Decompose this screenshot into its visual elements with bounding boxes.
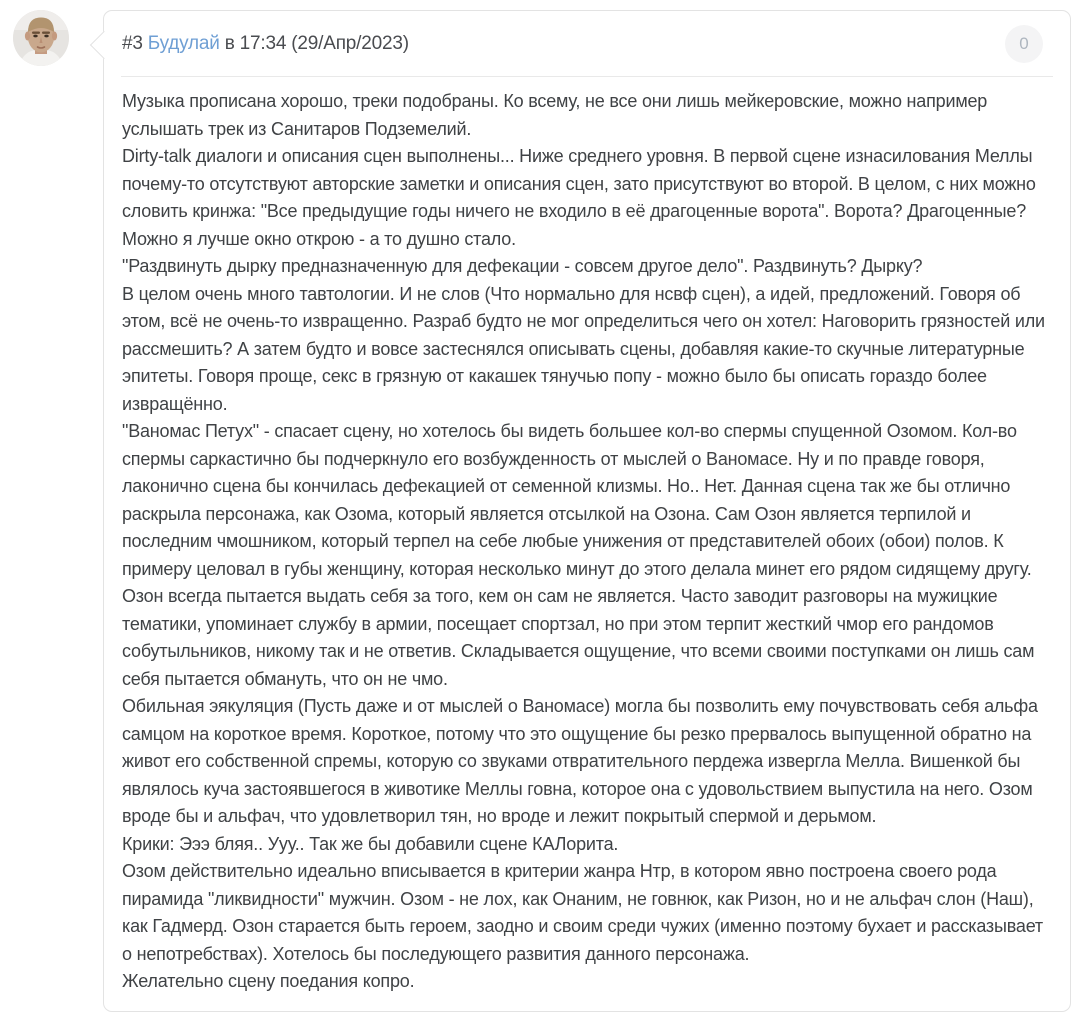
avatar-photo-icon <box>13 10 69 66</box>
post-number: #3 <box>122 32 143 54</box>
post-paragraph: В целом очень много тавтологии. И не слов (Что нормально для нсвф сцен), а идей, предложений. Говоря об этом, всё не очень-то извращенно. Разраб будто не мог определиться чего он хотел: Наговорить грязностей или рассмешить? А затем будто и вовсе застеснялся описывать сцены, добавляя какие-то скучные литературные эпитеты. Говоря проще, секс в грязную от какашек тянучью попу - можно было бы описать гораздо более извращённо. <box>122 283 1045 414</box>
post-paragraph: Dirty-talk диалоги и описания сцен выполнены... Ниже среднего уровня. В первой сцене изнасилования Меллы почему-то отсутствуют авторские заметки и описания сцен, зато присутствуют во второй. В целом, с них можно словить кринжа: "Все предыдущие годы ничего не входило в её драгоценные ворота". Ворота? Драгоценные? Можно я лучше окно открою - а то душно стало. <box>122 146 1036 249</box>
user-avatar[interactable] <box>13 10 69 66</box>
post-paragraph: Крики: Эээ бляя.. Ууу.. Так же бы добавили сцене КАЛорита. <box>122 833 619 854</box>
post-paragraph: Желательно сцену поедания копро. <box>122 971 415 991</box>
post-paragraph: "Ваномас Петух" - спасает сцену, но хотелось бы видеть большее кол-во спермы спущенной Озомом. Кол-во спермы саркастично бы подчеркнуло его возбужденность от мыслей о Ваномасе. Ну и по правде говоря, лаконично сцена бы кончилась дефекацией от семенной клизмы. Но.. Нет. Данная сцена так же бы отлично раскрыла персонажа, как Озома, который является отсылкой на Озона. Сам Озон является терпилой и последним чмошником, который терпел на себе любые унижения от представителей обоих (обои) полов. К примеру целовал в губы женщину, которая несколько минут до этого делала минет его рядом сидящему другу. Озон всегда пытается выдать себя за того, кем он сам не является. Часто заводит разговоры на мужицкие тематики, упоминает службу в армии, посещает спортзал, но при этом терпит жесткий чмор его рандомов собутыльников, никому так и не ответив. Складывается ощущение, что всеми своими поступками он лишь сам себя пытается обмануть, что он не чмо. <box>122 421 1035 689</box>
reaction-count-badge[interactable]: 0 <box>1005 25 1043 63</box>
post-paragraph: Музыка прописана хорошо, треки подобраны. Ко всему, не все они лишь мейкеровские, можно например услышать трек из Санитаров Подземелий. <box>122 91 988 139</box>
post-card <box>103 10 1071 1012</box>
post-body <box>104 77 1070 1016</box>
author-link[interactable]: Будулай <box>147 32 220 54</box>
post-header <box>104 11 1070 76</box>
post-meta <box>122 33 409 55</box>
post-paragraph: Озом действительно идеально вписывается в критерии жанра Нтр, в котором явно построена своего рода пирамида "ликвидности" мужчин. Озом - не лох, как Онаним, не говнюк, как Ризон, но и не альфач слон (Наш), как Гадмерд. Озон старается быть героем, заодно и своим среди чужих (именно поэтому бухает и рассказывает о непотребствах). Хотелось бы последующего развития данного персонажа. <box>122 861 1043 964</box>
post-paragraph: "Раздвинуть дырку предназначенную для дефекации - совсем другое дело". Раздвинуть? Дырку? <box>122 256 923 276</box>
post-timestamp: в 17:34 (29/Апр/2023) <box>224 32 409 54</box>
post-paragraph: Обильная эякуляция (Пусть даже и от мыслей о Ваномасе) могла бы позволить ему почувствовать себя альфа самцом на короткое время. Короткое, потому что это ощущение бы резко прервалось выпущенной обратно на живот его собственной спремы, которую со звуками отвратительного пердежа извергла Мелла. Вишенкой бы являлось куча застоявшегося в животике Меллы говна, которое она с удовольствием выпустила на него. Озом вроде бы и альфач, что удовлетворил тян, но вроде и лежит покрытый спермой и дерьмом. <box>122 696 1038 826</box>
